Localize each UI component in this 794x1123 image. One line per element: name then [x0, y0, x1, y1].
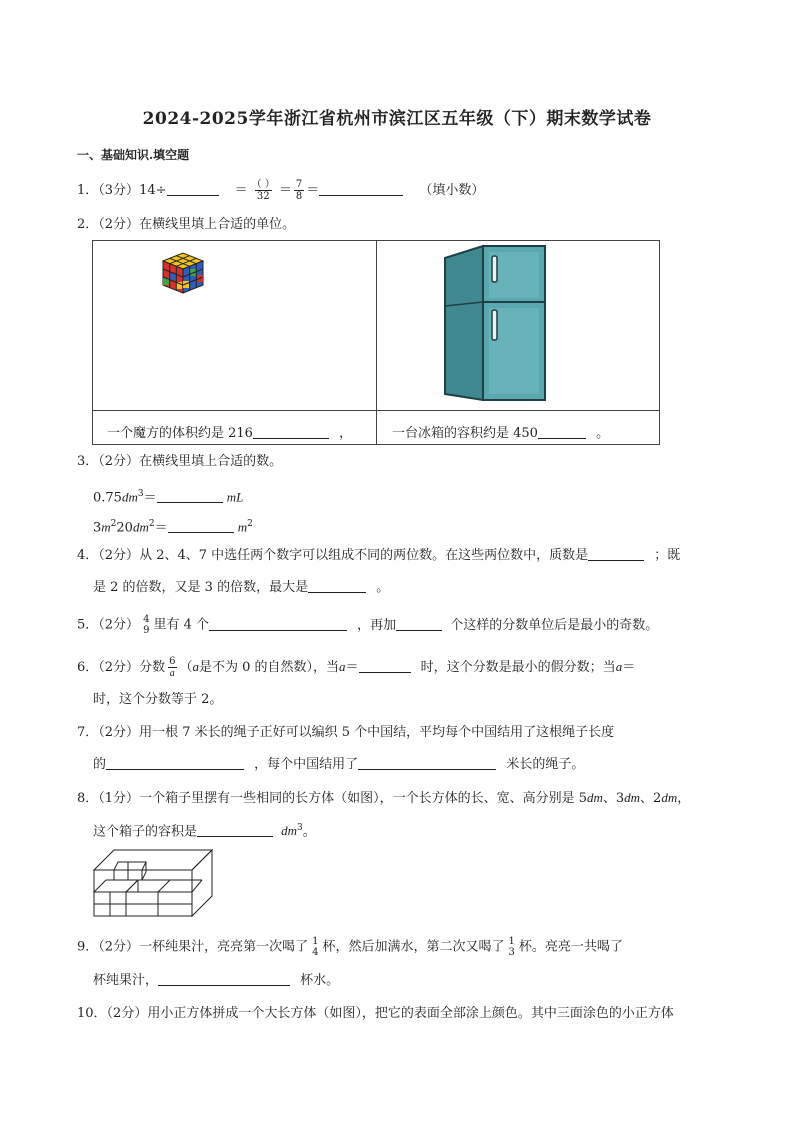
- q-text: 从 2、4、7 中选任两个数字可以组成不同的两位数。在这些两位数中，质数是: [139, 548, 589, 563]
- answer-blank[interactable]: [197, 822, 273, 837]
- question-4-line-2: [93, 578, 389, 598]
- q-score: （2分）: [98, 660, 140, 675]
- cell-label: 一个魔方的体积约是 216: [107, 426, 253, 441]
- question-8-line-2: [93, 818, 316, 842]
- q-text: 是不为 0 的自然数），当: [198, 660, 340, 675]
- q-number: 1．: [77, 183, 99, 198]
- question-6: [77, 656, 635, 679]
- q-text: ，每个中国结用了: [254, 757, 359, 772]
- q-text: 一个箱子里摆有一些相同的长方体（如图），一个长方体的长、宽、高分别是 5: [139, 791, 587, 806]
- unit-table: [92, 240, 660, 445]
- q-number: 2．: [77, 217, 99, 232]
- exponent: 3: [297, 823, 303, 833]
- q-text: 20: [116, 520, 133, 536]
- q-score: （2分）: [106, 1006, 148, 1021]
- q-text: ＝: [278, 183, 292, 198]
- fraction: [294, 179, 304, 202]
- q-number: 10．: [77, 1006, 107, 1021]
- q-number: 6．: [77, 660, 99, 675]
- unit: dm: [281, 823, 298, 839]
- q-text: 米长的绳子。: [506, 757, 585, 772]
- answer-blank[interactable]: [308, 578, 366, 593]
- q-text: 。: [302, 824, 316, 840]
- unit: m: [237, 519, 248, 535]
- cell-label: 。: [596, 426, 610, 441]
- rubiks-cube-icon: [159, 251, 207, 297]
- q-number: 4．: [77, 548, 99, 563]
- answer-blank[interactable]: [359, 658, 411, 673]
- cell-label: ，: [339, 426, 353, 441]
- answer-blank[interactable]: [538, 424, 586, 439]
- answer-blank[interactable]: [157, 488, 223, 503]
- box-figure: [92, 846, 214, 918]
- q-text: ＝: [306, 183, 320, 198]
- fraction: [167, 656, 177, 679]
- q-score: （2分）: [98, 939, 140, 955]
- frac-den: 9: [143, 625, 150, 636]
- q-text: 一杯纯果汁，亮亮第一次喝了: [139, 939, 309, 955]
- unit: dm: [586, 790, 603, 805]
- frac-num: 4: [143, 614, 150, 625]
- answer-blank[interactable]: [358, 755, 496, 770]
- frac-den: 3: [508, 947, 515, 958]
- frac-num: 7: [295, 179, 303, 190]
- table-divider: [376, 241, 377, 444]
- question-6-line-2: [93, 690, 222, 710]
- q-score: （1分）: [98, 791, 140, 806]
- refrigerator-icon: [443, 244, 551, 402]
- variable: a: [339, 659, 346, 674]
- fraction: [141, 614, 151, 636]
- exponent: 2: [110, 519, 117, 529]
- question-3-line-1: [93, 484, 243, 508]
- q-text: 。: [376, 580, 390, 595]
- unit: mL: [226, 489, 244, 505]
- question-8: [77, 788, 690, 809]
- q-text: 杯纯果汁，: [93, 973, 159, 988]
- unit: dm: [661, 790, 678, 805]
- q-score: （2分）: [98, 548, 140, 563]
- q-text: 杯。亮亮一共喝了: [518, 939, 623, 955]
- question-5: [77, 614, 658, 636]
- answer-blank[interactable]: [158, 971, 290, 986]
- q-text: 个这样的分数单位后是最小的奇数。: [450, 617, 659, 633]
- answer-blank[interactable]: [588, 546, 644, 561]
- unit: dm: [132, 519, 149, 535]
- q-text: 在横线里填上合适的数。: [139, 454, 283, 469]
- exponent: 2: [247, 519, 253, 529]
- answer-blank[interactable]: [168, 518, 234, 533]
- q-text: ＝: [345, 660, 359, 675]
- frac-den: 8: [295, 191, 303, 202]
- q-score: （3分）: [98, 183, 140, 198]
- answer-blank[interactable]: [167, 181, 219, 196]
- question-10: [77, 1004, 674, 1024]
- q-text: 杯，然后加满水，第二次又喝了: [322, 939, 505, 955]
- q-text: ＝: [154, 520, 168, 536]
- table-divider: [93, 410, 659, 411]
- q-text: 用一根 7 米长的绳子正好可以编织 5 个中国结，平均每个中国结用了这根绳子长度: [139, 725, 615, 740]
- frac-den: a: [169, 668, 175, 679]
- q-text: 14÷: [139, 183, 167, 198]
- q-text: 杯水。: [300, 973, 340, 988]
- frac-num: 1: [508, 936, 515, 947]
- frac-num: 1: [312, 936, 319, 947]
- q-text: 时，这个分数是最小的假分数；当: [420, 660, 616, 675]
- frac-den: 32: [256, 191, 270, 202]
- q-text: ，: [677, 791, 691, 806]
- q-text: 3: [93, 520, 102, 536]
- q-text: 里有 4 个: [153, 617, 209, 633]
- q-hint: （填小数）: [419, 183, 485, 198]
- q-number: 9．: [77, 939, 99, 955]
- q-text: 时，这个分数等于 2。: [93, 692, 223, 707]
- question-7: [77, 723, 614, 743]
- cell-label: 一台冰箱的容积约是 450: [392, 426, 538, 441]
- fraction: [310, 936, 320, 958]
- question-7-line-2: [93, 755, 584, 775]
- frac-num: 6: [169, 656, 176, 667]
- q-number: 3．: [77, 454, 99, 469]
- exponent: 3: [137, 489, 144, 499]
- q-text: 在横线里填上合适的单位。: [139, 217, 296, 232]
- unit: dm: [121, 489, 138, 505]
- q-number: 8．: [77, 791, 99, 806]
- q-text: ＝: [143, 490, 157, 506]
- q-text: ＝: [234, 183, 248, 198]
- q-text: ；既: [654, 548, 681, 563]
- q-text: 、2: [640, 791, 662, 806]
- question-4: [77, 546, 680, 566]
- q-text: 的: [93, 757, 107, 772]
- q-score: （2分）: [98, 725, 140, 740]
- cube-volume-text: [107, 422, 352, 441]
- q-text: 0.75: [93, 490, 122, 506]
- fraction: [506, 936, 516, 958]
- fridge-volume-text: [392, 422, 609, 441]
- frac-num: （ ）: [251, 179, 275, 190]
- answer-blank[interactable]: [106, 755, 244, 770]
- answer-blank[interactable]: [209, 616, 347, 631]
- q-text: 是 2 的倍数，又是 3 的倍数，最大是: [93, 580, 309, 595]
- section-heading: 一、基础知识.填空题: [77, 148, 190, 162]
- exponent: 2: [148, 519, 155, 529]
- q-text: ，再加: [357, 617, 397, 633]
- q-number: 7．: [77, 725, 99, 740]
- question-2: [77, 215, 295, 235]
- q-text: 、3: [602, 791, 625, 806]
- q-score: （2分）: [98, 217, 140, 232]
- answer-blank[interactable]: [253, 424, 329, 439]
- fraction: [250, 179, 277, 202]
- question-9-line-2: [93, 971, 339, 991]
- answer-blank[interactable]: [319, 181, 403, 196]
- q-text: ＝: [622, 660, 636, 675]
- unit: m: [101, 519, 111, 535]
- question-1: [77, 179, 484, 202]
- unit: dm: [624, 790, 641, 805]
- question-9: [77, 936, 623, 958]
- q-score: （2分）: [98, 454, 140, 469]
- q-text: 这个箱子的容积是: [93, 824, 198, 840]
- answer-blank[interactable]: [396, 616, 442, 631]
- variable: a: [192, 659, 199, 674]
- question-3-line-2: [93, 514, 253, 538]
- q-text: 分数: [139, 660, 166, 675]
- question-3: [77, 452, 282, 472]
- q-score: （2分）: [98, 617, 140, 633]
- q-text: 用小正方体拼成一个大长方体（如图），把它的表面全部涂上颜色。其中三面涂色的小正方体: [147, 1006, 674, 1021]
- page-title: 2024-2025学年浙江省杭州市滨江区五年级（下）期末数学试卷: [142, 109, 652, 129]
- q-number: 5．: [77, 617, 99, 633]
- frac-den: 4: [312, 947, 319, 958]
- variable: a: [615, 659, 623, 674]
- q-text: （: [179, 660, 193, 675]
